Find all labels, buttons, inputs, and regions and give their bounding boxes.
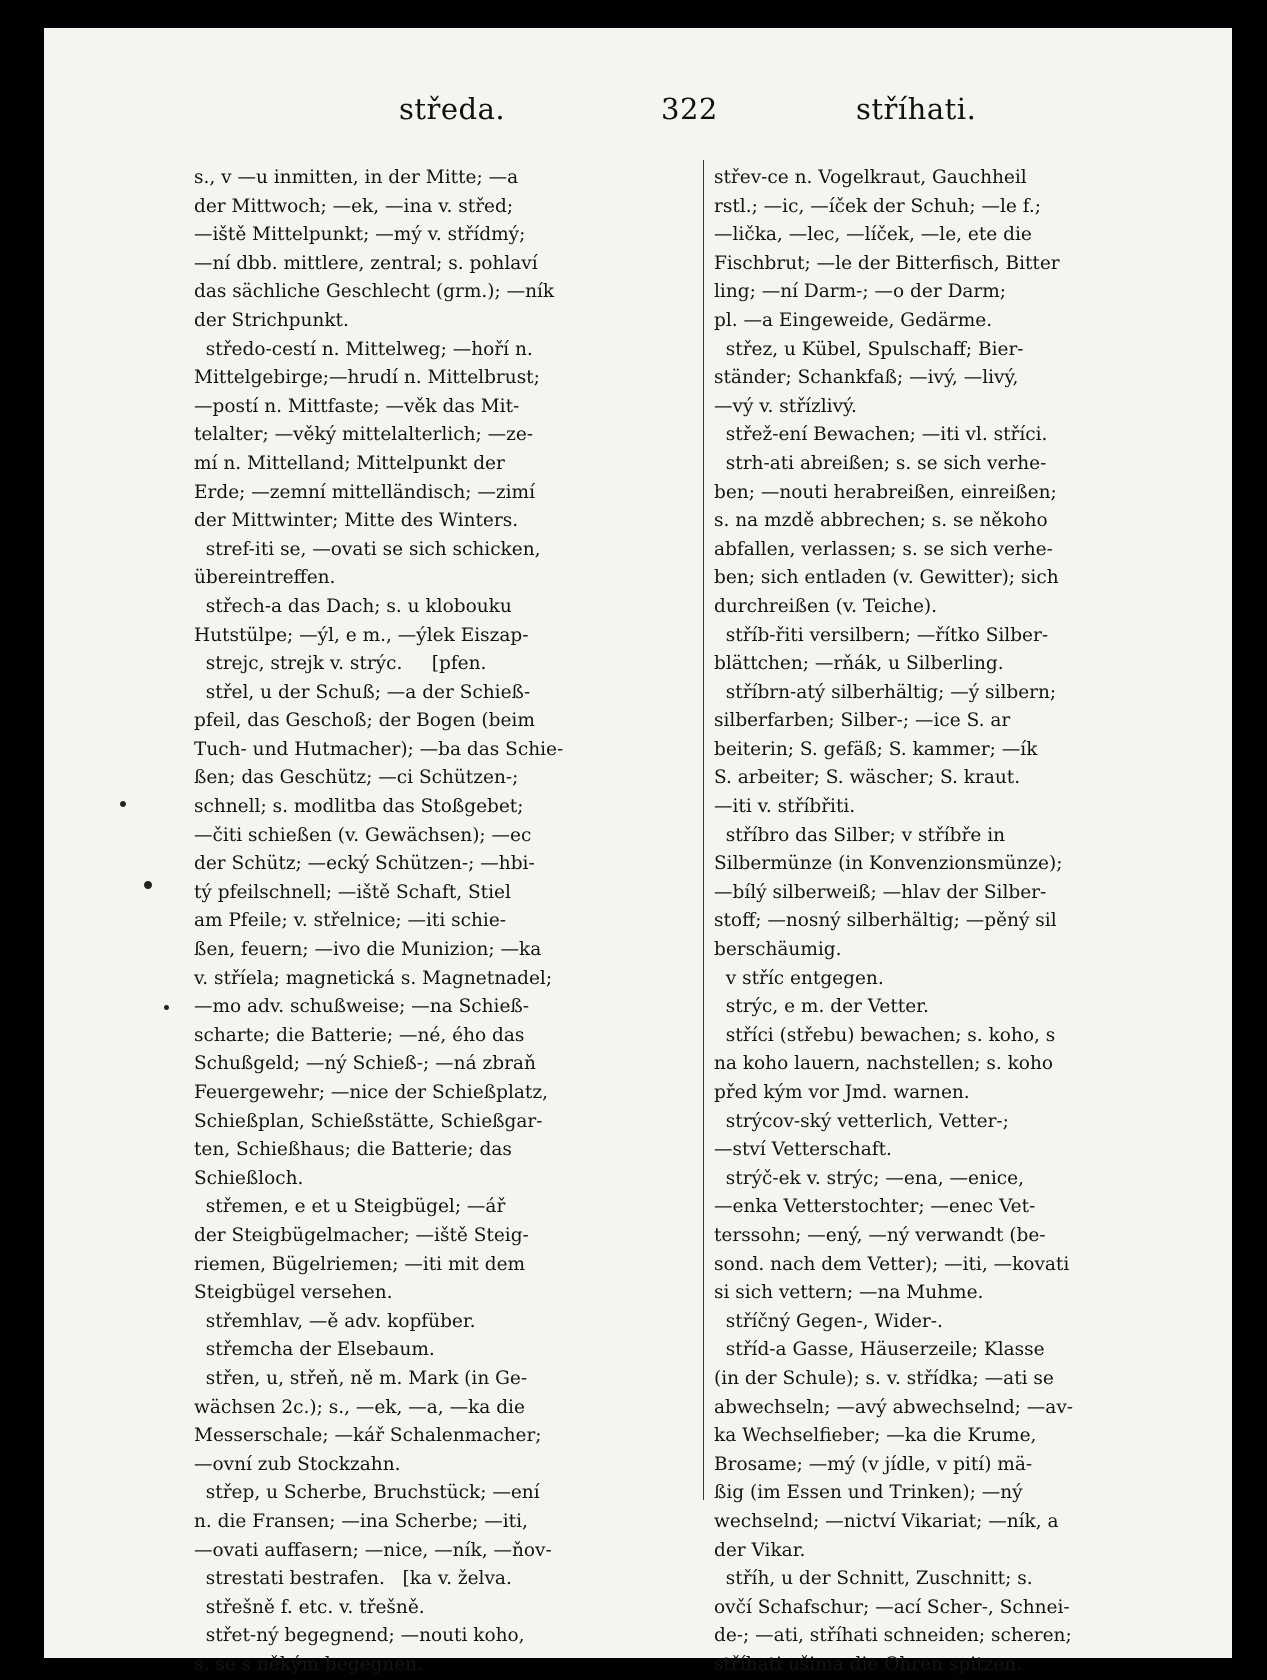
dictionary-line: ten, Schießhaus; die Batterie; das bbox=[194, 1139, 512, 1161]
dictionary-line: —ství Vetterschaft. bbox=[714, 1139, 892, 1161]
dictionary-line: s. na mzdě abbrechen; s. se někoho bbox=[714, 510, 1048, 532]
dictionary-line: střemen, e et u Steigbügel; —ář bbox=[194, 1196, 506, 1218]
dictionary-line: am Pfeile; v. střelnice; —iti schie- bbox=[194, 910, 507, 932]
dictionary-line: Feuergewehr; —nice der Schießplatz, bbox=[194, 1082, 548, 1103]
dictionary-line: s. se s někým begegnen. bbox=[194, 1653, 423, 1675]
dictionary-line: scharte; die Batterie; —né, ého das bbox=[194, 1024, 525, 1046]
scan-speck bbox=[164, 1005, 169, 1010]
dictionary-line: strestati bestrafen. [ka v. želva. bbox=[194, 1568, 512, 1590]
dictionary-line: na koho lauern, nachstellen; s. koho bbox=[714, 1053, 1053, 1075]
dictionary-line: der Strichpunkt. bbox=[194, 309, 349, 331]
dictionary-line: das sächliche Geschlecht (grm.); —ník bbox=[194, 281, 555, 303]
dictionary-line: sond. nach dem Vetter); —iti, —kovati bbox=[714, 1253, 1070, 1275]
dictionary-line: pl. —a Eingeweide, Gedärme. bbox=[714, 309, 993, 331]
dictionary-line: Silbermünze (in Konvenzionsmünze); bbox=[714, 853, 1063, 875]
dictionary-line: stříb-řiti versilbern; —řítko Silber- bbox=[714, 624, 1049, 646]
dictionary-line: der Schütz; —ecký Schützen-; —hbi- bbox=[194, 853, 535, 875]
dictionary-line: ßig (im Essen und Trinken); —ný bbox=[714, 1482, 1023, 1504]
dictionary-line: ben; —nouti herabreißen, einreißen; bbox=[714, 481, 1057, 503]
dictionary-line: abwechseln; —avý abwechselnd; —av- bbox=[714, 1396, 1074, 1418]
dictionary-line: stříbrn-atý silberhältig; —ý silbern; bbox=[714, 681, 1057, 703]
dictionary-line: střet-ný begegnend; —nouti koho, bbox=[194, 1625, 525, 1647]
header-right-guideword: stříhati. bbox=[856, 92, 977, 126]
dictionary-line: blättchen; —rňák, u Silberling. bbox=[714, 653, 1004, 675]
dictionary-line: —iti v. stříbřiti. bbox=[714, 796, 856, 818]
dictionary-line: strýč-ek v. strýc; —ena, —enice, bbox=[714, 1167, 1024, 1189]
dictionary-line: wechselnd; —nictví Vikariat; —ník, a bbox=[714, 1510, 1059, 1532]
dictionary-line: Brosame; —mý (v jídle, v pití) mä- bbox=[714, 1453, 1033, 1475]
dictionary-line: der Mittwinter; Mitte des Winters. bbox=[194, 510, 519, 532]
dictionary-line: (in der Schule); s. v. střídka; —ati se bbox=[714, 1367, 1054, 1389]
dictionary-line: Schußgeld; —ný Schieß-; —ná zbraň bbox=[194, 1053, 536, 1075]
dictionary-line: terssohn; —ený, —ný verwandt (be- bbox=[714, 1224, 1046, 1246]
dictionary-line: n. die Fransen; —ina Scherbe; —iti, bbox=[194, 1510, 528, 1532]
dictionary-line: —bílý silberweiß; —hlav der Silber- bbox=[714, 881, 1047, 903]
dictionary-line: —ní dbb. mittlere, zentral; s. pohlaví bbox=[194, 252, 538, 274]
left-column bbox=[194, 164, 694, 1679]
dictionary-line: ling; —ní Darm-; —o der Darm; bbox=[714, 281, 1007, 303]
dictionary-line: stříhati ušima die Ohren spitzen. bbox=[714, 1653, 1023, 1675]
dictionary-line: —vý v. střízlivý. bbox=[714, 395, 857, 417]
dictionary-page bbox=[44, 28, 1232, 1675]
dictionary-line: střech-a das Dach; s. u klobouku bbox=[194, 595, 512, 617]
dictionary-line: strejc, strejk v. strýc. [pfen. bbox=[194, 653, 487, 675]
header-left-guideword: středa. bbox=[399, 92, 506, 126]
dictionary-line: střez, u Kübel, Spulschaff; Bier- bbox=[714, 338, 1024, 360]
dictionary-line: —lička, —lec, —líček, —le, ete die bbox=[714, 224, 1032, 246]
dictionary-line: wächsen 2c.); s., —ek, —a, —ka die bbox=[194, 1396, 525, 1418]
dictionary-line: Schießplan, Schießstätte, Schießgar- bbox=[194, 1110, 543, 1132]
dictionary-line: stoff; —nosný silberhältig; —pěný sil bbox=[714, 910, 1057, 932]
dictionary-line: mí n. Mittelland; Mittelpunkt der bbox=[194, 452, 505, 474]
dictionary-line: střep, u Scherbe, Bruchstück; —ení bbox=[194, 1482, 540, 1504]
dictionary-line: Fischbrut; —le der Bitterfisch, Bitter bbox=[714, 252, 1060, 274]
dictionary-line: silberfarben; Silber-; —ice S. ar bbox=[714, 710, 1011, 732]
dictionary-line: tý pfeilschnell; —iště Schaft, Stiel bbox=[194, 881, 511, 903]
dictionary-line: ständer; Schankfaß; —ivý, —livý, bbox=[714, 367, 1019, 389]
dictionary-line: strýc, e m. der Vetter. bbox=[714, 996, 929, 1018]
dictionary-line: de-; —ati, stříhati schneiden; scheren; bbox=[714, 1625, 1072, 1647]
dictionary-line: pfeil, das Geschoß; der Bogen (beim bbox=[194, 710, 535, 732]
dictionary-line: Hutstülpe; —ýl, e m., —ýlek Eiszap- bbox=[194, 624, 529, 646]
dictionary-line: stříčný Gegen-, Wider-. bbox=[714, 1310, 943, 1332]
dictionary-line: Steigbügel versehen. bbox=[194, 1282, 393, 1304]
dictionary-line: střemcha der Elsebaum. bbox=[194, 1339, 435, 1361]
dictionary-line: Schießloch. bbox=[194, 1167, 304, 1189]
dictionary-line: ßen, feuern; —ivo die Munizion; —ka bbox=[194, 939, 542, 961]
dictionary-line: před kým vor Jmd. warnen. bbox=[714, 1082, 970, 1103]
right-column bbox=[714, 164, 1214, 1679]
dictionary-line: středo-cestí n. Mittelweg; —hoří n. bbox=[194, 338, 533, 360]
dictionary-line: der Steigbügelmacher; —iště Steig- bbox=[194, 1224, 529, 1246]
scan-speck bbox=[144, 881, 152, 889]
dictionary-line: Messerschale; —kář Schalenmacher; bbox=[194, 1425, 542, 1447]
column-divider bbox=[703, 160, 704, 1500]
dictionary-line: si sich vettern; —na Muhme. bbox=[714, 1282, 984, 1304]
dictionary-line: střešně f. etc. v. třešně. bbox=[194, 1596, 425, 1618]
dictionary-line: střev-ce n. Vogelkraut, Gauchheil bbox=[714, 167, 1027, 188]
dictionary-line: Tuch- und Hutmacher); —ba das Schie- bbox=[194, 738, 564, 760]
dictionary-line: ben; sich entladen (v. Gewitter); sich bbox=[714, 567, 1059, 589]
dictionary-line: —čiti schießen (v. Gewächsen); —ec bbox=[194, 824, 532, 846]
dictionary-line: —ovní zub Stockzahn. bbox=[194, 1453, 401, 1475]
dictionary-line: stříd-a Gasse, Häuserzeile; Klasse bbox=[714, 1339, 1045, 1361]
dictionary-line: abfallen, verlassen; s. se sich verhe- bbox=[714, 538, 1053, 560]
dictionary-line: telalter; —věký mittelalterlich; —ze- bbox=[194, 424, 534, 446]
dictionary-line: übereintreffen. bbox=[194, 567, 336, 589]
dictionary-line: strýcov-ský vetterlich, Vetter-; bbox=[714, 1110, 1009, 1132]
dictionary-line: —iště Mittelpunkt; —mý v. střídmý; bbox=[194, 224, 526, 246]
dictionary-line: der Vikar. bbox=[714, 1539, 806, 1561]
dictionary-line: berschäumig. bbox=[714, 939, 842, 961]
dictionary-line: —mo adv. schußweise; —na Schieß- bbox=[194, 996, 529, 1018]
dictionary-line: střel, u der Schuß; —a der Schieß- bbox=[194, 681, 531, 703]
dictionary-line: der Mittwoch; —ek, —ina v. střed; bbox=[194, 195, 514, 217]
dictionary-line: S. arbeiter; S. wäscher; S. kraut. bbox=[714, 767, 1021, 789]
dictionary-line: durchreißen (v. Teiche). bbox=[714, 595, 938, 617]
dictionary-line: v stříc entgegen. bbox=[714, 967, 884, 989]
dictionary-line: schnell; s. modlitba das Stoßgebet; bbox=[194, 796, 524, 818]
dictionary-line: ovčí Schafschur; —ací Scher-, Schnei- bbox=[714, 1596, 1070, 1618]
dictionary-line: rstl.; —ic, —íček der Schuh; —le f.; bbox=[714, 195, 1041, 217]
dictionary-line: stříh, u der Schnitt, Zuschnitt; s. bbox=[714, 1568, 1033, 1590]
dictionary-line: stříbro das Silber; v stříbře in bbox=[714, 824, 1006, 846]
dictionary-line: stref-iti se, —ovati se sich schicken, bbox=[194, 538, 541, 560]
page-header bbox=[44, 92, 1232, 152]
dictionary-line: —ovati auffasern; —nice, —ník, —ňov- bbox=[194, 1539, 552, 1561]
dictionary-line: Erde; —zemní mittelländisch; —zimí bbox=[194, 481, 536, 503]
dictionary-line: v. stříela; magnetická s. Magnetnadel; bbox=[194, 967, 553, 989]
dictionary-line: Mittelgebirge;—hrudí n. Mittelbrust; bbox=[194, 367, 540, 389]
dictionary-line: střen, u, střeň, ně m. Mark (in Ge- bbox=[194, 1367, 528, 1389]
dictionary-line: riemen, Bügelriemen; —iti mit dem bbox=[194, 1253, 526, 1275]
dictionary-line: —enka Vetterstochter; —enec Vet- bbox=[714, 1196, 1036, 1218]
scan-speck bbox=[120, 801, 126, 807]
dictionary-line: strh-ati abreißen; s. se sich verhe- bbox=[714, 452, 1047, 474]
dictionary-line: stříci (střebu) bewachen; s. koho, s bbox=[714, 1024, 1056, 1046]
dictionary-line: střemhlav, —ě adv. kopfüber. bbox=[194, 1310, 476, 1332]
dictionary-line: střež-ení Bewachen; —iti vl. stříci. bbox=[714, 424, 1048, 446]
dictionary-line: beiterin; S. gefäß; S. kammer; —ík bbox=[714, 738, 1038, 760]
dictionary-line: ka Wechselfieber; —ka die Krume, bbox=[714, 1425, 1037, 1447]
dictionary-line: —postí n. Mittfaste; —věk das Mit- bbox=[194, 395, 520, 417]
page-number: 322 bbox=[661, 92, 718, 126]
dictionary-line: ßen; das Geschütz; —ci Schützen-; bbox=[194, 767, 519, 789]
dictionary-line: s., v —u inmitten, in der Mitte; —a bbox=[194, 167, 519, 188]
